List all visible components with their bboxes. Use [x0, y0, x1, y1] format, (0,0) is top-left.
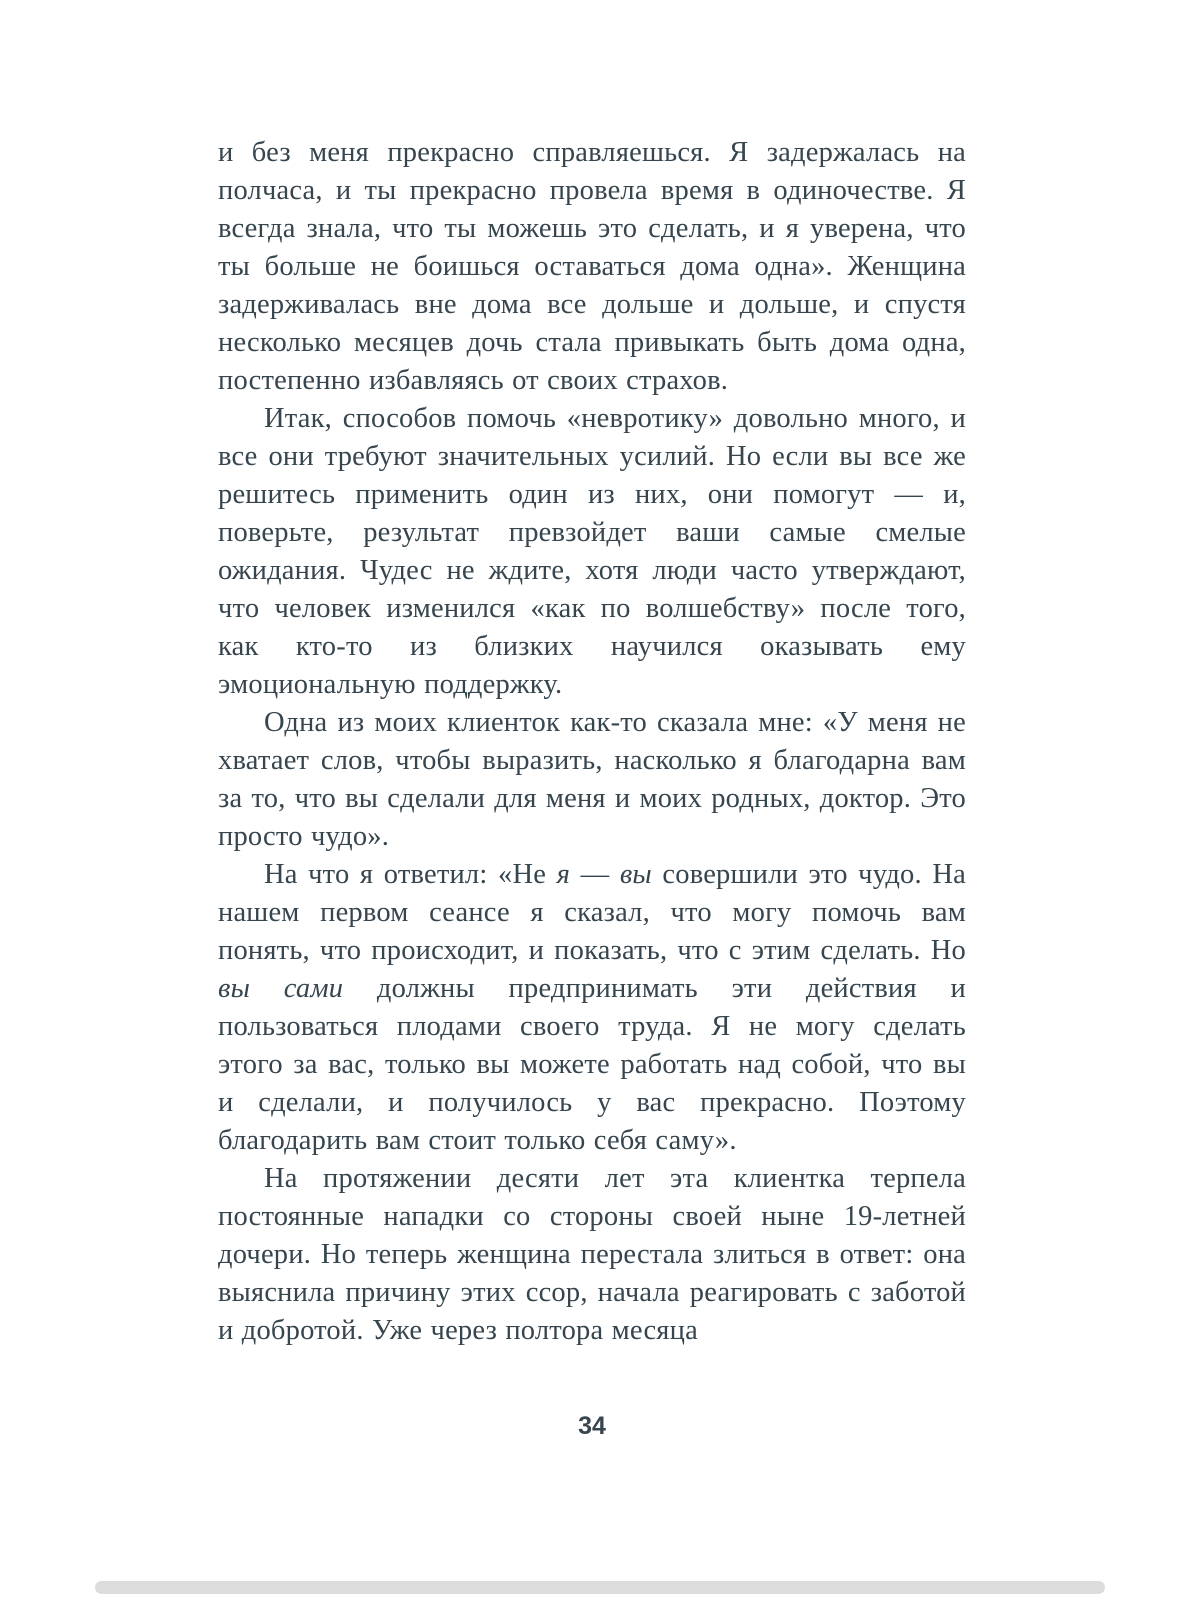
text-run: — [570, 859, 620, 890]
text-run: и без меня прекрасно справляешься. Я задержалась на полчаса, и ты прекрасно провела время в одиночестве. Я всегда знала, что ты можешь это сделать, и я уверена, что ты больше не боишься оставаться дома одна». Женщина задерживалась вне дома все дольше и дольше, и спустя несколько месяцев дочь стала привыкать быть дома одна, постепенно избавляясь от своих страхов. [218, 137, 966, 396]
paragraph [218, 134, 966, 400]
page-number: 34 [578, 1412, 606, 1440]
italic-text-run: вы [619, 859, 652, 890]
text-run: совершили это чудо. На нашем первом сеансе я сказал, что могу помочь вам понять, что происходит, и показать, что с этим сделать. Но [218, 859, 966, 966]
text-run: На протяжении десяти лет эта клиентка терпела постоянные нападки со стороны своей ныне 19-летней дочери. Но теперь женщина перестала злиться в ответ: она выяснила причину этих ссор, начала реагировать с заботой и добротой. Уже через полтора месяца [218, 1163, 966, 1346]
reader-progressbar[interactable] [95, 1581, 1105, 1594]
paragraph [218, 1160, 966, 1350]
paragraph [218, 856, 966, 1160]
paragraph [218, 704, 966, 856]
italic-text-run: я [556, 859, 571, 890]
text-run: На что я ответил: «Не [264, 859, 557, 890]
text-run: Одна из моих клиенток как-то сказала мне: «У меня не хватает слов, чтобы выразить, насколько я благодарна вам за то, что вы сделали для меня и моих родных, доктор. Это просто чудо». [218, 707, 966, 852]
paragraph [218, 400, 966, 704]
page-text [218, 134, 966, 1350]
text-run: Итак, способов помочь «невротику» довольно много, и все они требуют значительных усилий. Но если вы все же решитесь применить один из них, они помогут — и, поверьте, результат превзойдет ваши самые смелые ожидания. Чудес не ждите, хотя люди часто утверждают, что человек изменился «как по волшебству» после того, как кто-то из близких научился оказывать ему эмоциональную поддержку. [218, 403, 966, 700]
italic-text-run: вы сами [218, 973, 344, 1004]
text-run: должны предпринимать эти действия и пользоваться плодами своего труда. Я не могу сделать этого за вас, только вы можете работать над собой, что вы и сделали, и получилось у вас прекрасно. Поэтому благодарить вам стоит только себя саму». [218, 973, 966, 1156]
